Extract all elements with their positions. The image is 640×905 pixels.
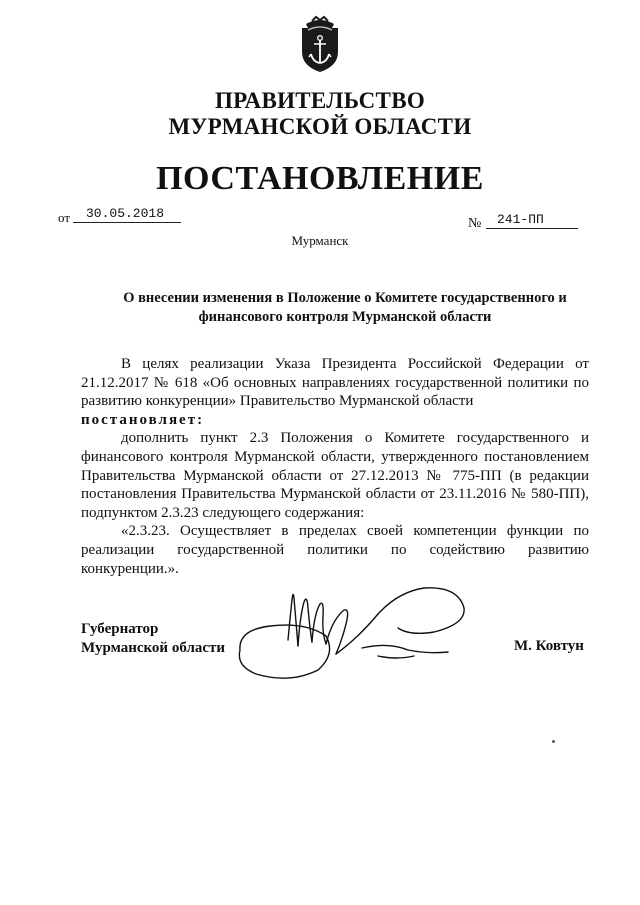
coat-of-arms-emblem (296, 14, 344, 74)
scan-speck (552, 740, 555, 743)
document-date: 30.05.2018 (86, 206, 165, 221)
signer-name: М. Ковтун (514, 638, 584, 654)
government-name-line1: ПРАВИТЕЛЬСТВО (214, 88, 426, 113)
paragraph-2: «2.3.23. Осуществляет в пределах своей компетенции функции по реализации государственной политики по содействию развитию конкуренции.». (81, 523, 589, 577)
signer-title-line2: Мурманской области (81, 640, 226, 656)
number-underline (486, 228, 578, 229)
document-type-title: ПОСТАНОВЛЕНИЕ (156, 160, 484, 197)
signer-title (81, 620, 225, 658)
government-name-line2: МУРМАНСКОЙ ОБЛАСТИ (168, 114, 472, 139)
paragraph-1: дополнить пункт 2.3 Положения о Комитете государственного и финансового контроля Мурманской области, утвержденного постановлением Правительства Мурманской области от 27.12.2013 № 775-ПП (в редакции постановления Правительства Мурманской области от 23.11.2016 № 580-ПП), подпунктом 2.3.23 следующего содержания: (81, 430, 589, 521)
signer-title-line1: Губернатор (81, 621, 159, 637)
intro-paragraph: В целях реализации Указа Президента Российской Федерации от 21.12.2017 № 618 «Об основных направлениях государственной политики по развитию конкуренции» Правительство Мурманской области (81, 356, 589, 410)
number-prefix: № (468, 216, 482, 231)
date-underline (73, 222, 181, 223)
document-body (81, 355, 589, 578)
document-subject: О внесении изменения в Положение о Комитете государственного и финансового контроля Мурманской области (123, 290, 567, 325)
decree-word: постановляет: (81, 411, 205, 428)
document-number: 241-ПП (497, 212, 544, 227)
date-prefix: от (58, 210, 71, 225)
handwritten-signature (228, 578, 478, 688)
city: Мурманск (291, 233, 349, 248)
